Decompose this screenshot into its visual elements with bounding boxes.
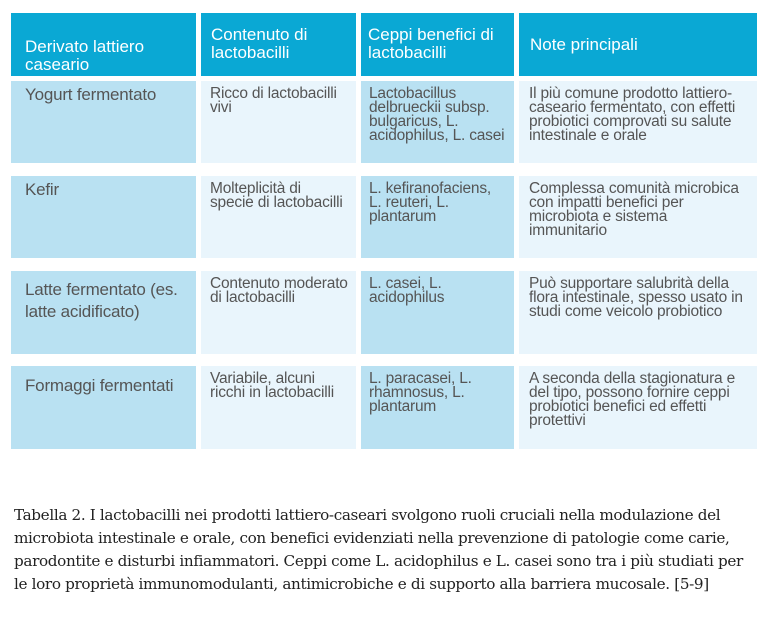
table-caption: Tabella 2. I lactobacilli nei prodotti lattiero-caseari svolgono ruoli cruciali nella modulazione del microbiota intestinale e orale, con benefici evidenziati nella prevenzione di patologie come carie, parodontite e disturbi infiammatori. Ceppi come L. acidophilus e L. casei sono tra i più studiati per le loro proprietà immunomodulanti, antimicrobiche e di supporto alla barriera mucosale. [5-9]	[14, 506, 743, 594]
cell-product: Yogurt fermentato	[11, 81, 196, 163]
header-main-notes: Note principali	[519, 13, 757, 76]
cell-notes: A seconda della stagionatura e del tipo, possono fornire ceppi probiotici benefici ed effetti protettivi	[519, 366, 757, 449]
cell-notes: Può supportare salubrità della flora intestinale, spesso usato in studi come veicolo probiotico	[519, 271, 757, 354]
table-header-row	[11, 13, 757, 76]
cell-product: Latte fermentato (es. latte acidificato)	[11, 271, 196, 354]
lactobacilli-table	[11, 13, 757, 449]
cell-content: Molteplicità di specie di lactobacilli	[201, 176, 356, 258]
table-row	[11, 366, 757, 449]
cell-content: Variabile, alcuni ricchi in lactobacilli	[201, 366, 356, 449]
cell-strains: L. casei, L. acidophilus	[361, 271, 514, 354]
cell-product: Kefir	[11, 176, 196, 258]
table-row	[11, 176, 757, 258]
cell-notes: Il più comune prodotto lattiero-caseario fermentato, con effetti probiotici comprovati su salute intestinale e orale	[519, 81, 757, 163]
header-dairy-product: Derivato lattiero caseario	[11, 13, 196, 76]
cell-notes: Complessa comunità microbica con impatti benefici per microbiota e sistema immunitario	[519, 176, 757, 258]
table-row	[11, 81, 757, 163]
cell-strains: Lactobacillus delbrueckii subsp. bulgaricus, L. acidophilus, L. casei	[361, 81, 514, 163]
cell-product: Formaggi fermentati	[11, 366, 196, 449]
header-lactobacilli-content: Contenuto di lactobacilli	[201, 13, 356, 76]
cell-strains: L. paracasei, L. rhamnosus, L. plantarum	[361, 366, 514, 449]
cell-strains: L. kefiranofaciens, L. reuteri, L. plantarum	[361, 176, 514, 258]
cell-content: Ricco di lactobacilli vivi	[201, 81, 356, 163]
table-row	[11, 271, 757, 354]
cell-content: Contenuto moderato di lactobacilli	[201, 271, 356, 354]
header-beneficial-strains: Ceppi benefici di lactobacilli	[361, 13, 514, 76]
